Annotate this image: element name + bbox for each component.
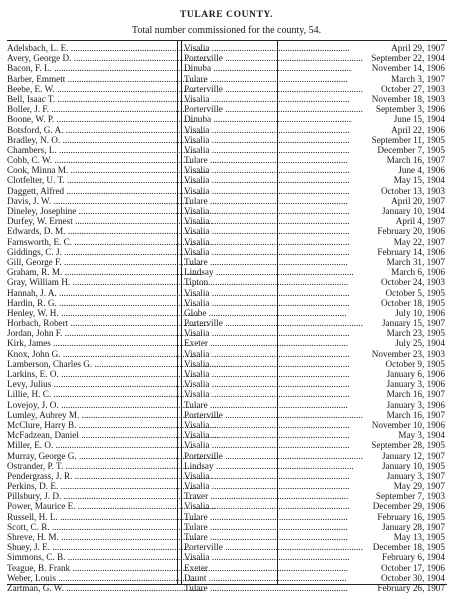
name-cell: Murray, George G. ............................................................: [7, 450, 217, 461]
name-cell: Boone, W. P. ............................................................: [7, 114, 195, 125]
town-cell: Visalia ............................................................: [184, 144, 350, 155]
table-row: [7, 226, 447, 236]
date-cell: December 18, 1905: [372, 542, 445, 553]
name-cell: Perkins, D. E. ............................................................: [7, 481, 199, 492]
date-cell: October 13, 1903: [380, 185, 445, 196]
table-row: [7, 532, 447, 542]
name-cell: Knox, John G. ............................................................: [7, 348, 201, 359]
town-cell: Tulare ............................................................: [184, 521, 348, 532]
town-cell: Exeter ............................................................: [184, 338, 349, 349]
date-cell: March 16, 1907: [386, 389, 445, 400]
date-cell: January 15, 1907: [381, 318, 445, 329]
date-cell: September 28, 1905: [371, 440, 445, 451]
date-cell: October 24, 1903: [380, 277, 445, 288]
name-cell: Avery, George D. ............................................................: [7, 53, 212, 64]
name-cell: Levy, Julius ............................................................: [7, 379, 192, 390]
name-cell: Bacon, F. L. ............................................................: [7, 63, 193, 74]
town-cell: Visalia ............................................................: [184, 501, 350, 512]
name-cell: Gray, William H. ............................................................: [7, 277, 211, 288]
date-cell: July 25, 1904: [395, 338, 445, 349]
table-row: [7, 379, 447, 389]
date-cell: September 11, 1905: [371, 134, 445, 145]
name-cell: Edwards, D. M. ............................................................: [7, 226, 206, 237]
town-cell: Visalia ............................................................: [184, 93, 350, 104]
name-cell: Horbach, Robert ............................................................: [7, 318, 209, 329]
table-row: [7, 563, 447, 573]
table-row: [7, 94, 447, 104]
name-cell: McFadzean, Daniel ............................................................: [7, 430, 220, 441]
name-cell: Pillsbury, J. D. ............................................................: [7, 491, 202, 502]
town-cell: Visalia ............................................................: [184, 440, 350, 451]
town-cell: Visalia ............................................................: [184, 43, 350, 53]
table-row: [7, 522, 447, 532]
table-row: [7, 542, 447, 552]
table-row: [7, 481, 447, 491]
table-row: [7, 328, 447, 338]
name-cell: Gill, George F. ............................................................: [7, 256, 202, 267]
table-row: [7, 501, 447, 511]
town-cell: Visalia ............................................................: [184, 328, 350, 339]
name-cell: Scott, C. R. ............................................................: [7, 521, 190, 532]
name-cell: Kirk, James ............................................................: [7, 338, 191, 349]
town-cell: Porterville ............................................................: [184, 542, 363, 553]
town-cell: Visalia ............................................................: [184, 297, 350, 308]
name-cell: Boller, J. F. ............................................................: [7, 104, 190, 115]
town-cell: Globe ............................................................: [184, 307, 347, 318]
name-cell: Hardin, R. G. ............................................................: [7, 297, 197, 308]
date-cell: January 6, 1906: [386, 369, 445, 379]
table-row: [7, 125, 447, 135]
table-row: [7, 369, 447, 379]
town-cell: Daunt ............................................................: [184, 572, 347, 583]
date-cell: April 29, 1907: [391, 43, 445, 53]
commission-table: [7, 40, 447, 593]
date-cell: November 14, 1906: [371, 63, 445, 74]
date-cell: October 5, 1905: [385, 287, 445, 298]
town-cell: Tulare ............................................................: [184, 256, 348, 267]
name-cell: Hannah, J. A. ............................................................: [7, 287, 197, 298]
town-cell: Visalia ............................................................: [184, 175, 350, 186]
table-row: [7, 583, 447, 593]
table-row: [7, 186, 447, 196]
date-cell: September 22, 1904: [371, 53, 445, 64]
town-cell: Porterville ............................................................: [184, 450, 363, 461]
table-row: [7, 349, 447, 359]
table-row: [7, 84, 447, 94]
name-cell: Power, Maurice E. ............................................................: [7, 501, 216, 512]
date-cell: June 4, 1906: [398, 165, 445, 176]
name-cell: Davis, J. W. ............................................................: [7, 195, 192, 206]
town-cell: Porterville ............................................................: [184, 83, 363, 94]
town-cell: Tulare ............................................................: [184, 532, 348, 542]
date-cell: May 15, 1904: [393, 175, 445, 186]
date-cell: January 12, 1907: [381, 450, 445, 461]
date-cell: October 9, 1905: [385, 358, 445, 369]
name-cell: Larkins, E. O. ............................................................: [7, 369, 199, 379]
table-row: [7, 63, 447, 73]
name-cell: Miller, E. O. ............................................................: [7, 440, 194, 451]
town-cell: Tipton ............................................................: [184, 277, 349, 288]
table-row: [7, 216, 447, 226]
date-cell: April 22, 1906: [391, 124, 445, 135]
name-cell: Dineley, Josephine ............................................................: [7, 206, 217, 216]
table-row: [7, 74, 447, 84]
table-row: [7, 308, 447, 318]
town-cell: Visalia ............................................................: [184, 216, 350, 227]
date-cell: May 13, 1905: [393, 532, 445, 542]
name-cell: Ostrander, P. T. ............................................................: [7, 460, 204, 471]
table-row: [7, 196, 447, 206]
town-cell: Porterville ............................................................: [184, 409, 363, 420]
table-row: [7, 461, 447, 471]
table-row: [7, 155, 447, 165]
town-cell: Porterville ............................................................: [184, 318, 363, 329]
name-cell: Giddings, C. J. ............................................................: [7, 246, 202, 257]
table-row: [7, 512, 447, 522]
name-cell: Weber, Louis ............................................................: [7, 572, 197, 583]
name-cell: Henley, W. H. ............................................................: [7, 307, 199, 318]
name-cell: Lumley, Aubrey M. ............................................................: [7, 409, 220, 420]
town-cell: Visalia ............................................................: [184, 552, 350, 563]
table-row: [7, 491, 447, 501]
table-row: [7, 175, 447, 185]
date-cell: October 27, 1903: [380, 83, 445, 94]
town-cell: Dinuba ............................................................: [184, 114, 352, 125]
town-cell: Traver ............................................................: [184, 491, 349, 502]
name-cell: Barber, Emmett ............................................................: [7, 73, 206, 84]
table-row: [7, 247, 447, 257]
town-cell: Visalia ............................................................: [184, 206, 350, 216]
table-rows: [7, 41, 447, 593]
table-row: [7, 420, 447, 430]
name-cell: Shuey, J. E. ............................................................: [7, 542, 191, 553]
table-row: [7, 135, 447, 145]
town-cell: Tulare ............................................................: [184, 399, 348, 410]
name-cell: Bell, Isaac T. ............................................................: [7, 93, 196, 104]
date-cell: January 3, 1906: [386, 399, 445, 410]
date-cell: March 6, 1906: [391, 267, 445, 278]
date-cell: November 23, 1903: [371, 348, 445, 359]
table-row: [7, 338, 447, 348]
date-cell: April 20, 1907: [391, 195, 445, 206]
table-row: [7, 359, 447, 369]
town-cell: Tulare ............................................................: [184, 73, 348, 84]
table-row: [7, 206, 447, 216]
date-cell: February 26, 1907: [377, 582, 445, 593]
town-cell: Tulare ............................................................: [184, 582, 348, 593]
name-cell: Cobb, C. W. ............................................................: [7, 155, 193, 166]
name-cell: Durfey, W. Ernest ............................................................: [7, 216, 213, 227]
name-cell: Jordan, John F. ............................................................: [7, 328, 203, 339]
date-cell: June 15, 1904: [393, 114, 445, 125]
date-cell: May 29, 1907: [393, 481, 445, 492]
date-cell: February 6, 1904: [381, 552, 445, 563]
town-cell: Visalia ............................................................: [184, 287, 350, 298]
table-row: [7, 400, 447, 410]
table-row: [7, 389, 447, 399]
date-cell: January 10, 1905: [381, 460, 445, 471]
town-cell: Visalia ............................................................: [184, 134, 350, 145]
name-cell: Lovejoy, J. O. ............................................................: [7, 399, 199, 410]
date-cell: April 4, 1907: [395, 216, 445, 227]
name-cell: Beebe, E. W. ............................................................: [7, 83, 195, 94]
name-cell: Chambers, L. ............................................................: [7, 144, 197, 155]
date-cell: February 20, 1906: [377, 226, 445, 237]
date-cell: January 3, 1906: [386, 379, 445, 390]
town-cell: Visalia ............................................................: [184, 348, 350, 359]
date-cell: March 16, 1907: [386, 155, 445, 166]
name-cell: Russell, H. L. ............................................................: [7, 511, 198, 522]
date-cell: March 23, 1905: [386, 328, 445, 339]
table-row: [7, 430, 447, 440]
table-row: [7, 288, 447, 298]
date-cell: October 18, 1905: [380, 297, 445, 308]
name-cell: Teague, B. Frank ............................................................: [7, 562, 211, 573]
town-cell: Dinuba ............................................................: [184, 63, 352, 74]
date-cell: October 30, 1904: [380, 572, 445, 583]
name-cell: Graham, R. M. ............................................................: [7, 267, 203, 278]
town-cell: Visalia ............................................................: [184, 470, 350, 481]
page-subtitle: Total number commissioned for the county, 54.: [131, 25, 322, 36]
name-cell: Adelsbach, L. E. ............................................................: [7, 43, 209, 53]
town-cell: Visalia ............................................................: [184, 379, 350, 390]
date-cell: October 17, 1906: [380, 562, 445, 573]
date-cell: January 3, 1907: [386, 470, 445, 481]
table-row: [7, 298, 447, 308]
table-row: [7, 410, 447, 420]
date-cell: July 10, 1906: [395, 307, 445, 318]
table-row: [7, 165, 447, 175]
table-row: [7, 451, 447, 461]
date-cell: May 22, 1907: [393, 236, 445, 247]
name-cell: Daggett, Alfred ............................................................: [7, 185, 205, 196]
town-cell: Visalia ............................................................: [184, 430, 350, 441]
town-cell: Lindsay ............................................................: [184, 267, 354, 278]
table-row: [7, 318, 447, 328]
table-row: [7, 145, 447, 155]
date-cell: January 10, 1904: [381, 206, 445, 216]
name-cell: Pendergrass, J. R. ............................................................: [7, 470, 213, 481]
table-row: [7, 552, 447, 562]
town-cell: Tulare ............................................................: [184, 511, 348, 522]
town-cell: Visalia ............................................................: [184, 185, 350, 196]
date-cell: March 3, 1907: [391, 73, 445, 84]
date-cell: September 7, 1903: [375, 491, 445, 502]
table-row: [7, 114, 447, 124]
page-title: TULARE COUNTY.: [179, 10, 274, 20]
town-cell: Visalia ............................................................: [184, 236, 350, 247]
date-cell: December 29, 1906: [372, 501, 445, 512]
table-row: [7, 471, 447, 481]
town-cell: Visalia ............................................................: [184, 419, 350, 430]
town-cell: Visalia ............................................................: [184, 481, 350, 492]
date-cell: November 10, 1906: [371, 419, 445, 430]
name-cell: Botsford, G. A. ............................................................: [7, 124, 204, 135]
town-cell: Visalia ............................................................: [184, 165, 350, 176]
date-cell: March 31, 1907: [386, 256, 445, 267]
date-cell: February 14, 1906: [377, 246, 445, 257]
date-cell: December 7, 1905: [377, 144, 445, 155]
town-cell: Visalia ............................................................: [184, 389, 350, 400]
table-row: [7, 573, 447, 583]
name-cell: Bradley, N. O. ............................................................: [7, 134, 201, 145]
town-cell: Porterville ............................................................: [184, 53, 363, 64]
table-row: [7, 43, 447, 53]
town-cell: Exeter ............................................................: [184, 562, 349, 573]
name-cell: McClure, Harry B. ............................................................: [7, 419, 217, 430]
town-cell: Lindsay ............................................................: [184, 460, 354, 471]
name-cell: Farnsworth, E. C. ............................................................: [7, 236, 213, 247]
name-cell: Cook, Minna M. ............................................................: [7, 165, 209, 176]
town-cell: Tulare ............................................................: [184, 155, 348, 166]
date-cell: January 28, 1907: [381, 521, 445, 532]
town-cell: Tulare ............................................................: [184, 195, 348, 206]
table-row: [7, 277, 447, 287]
town-cell: Visalia ............................................................: [184, 226, 350, 237]
town-cell: Porterville ............................................................: [184, 104, 363, 115]
date-cell: November 18, 1903: [371, 93, 445, 104]
table-row: [7, 257, 447, 267]
table-row: [7, 237, 447, 247]
name-cell: Clotfelter, U. T. ............................................................: [7, 175, 205, 186]
name-cell: Lamberson, Charles G. ............................................................: [7, 358, 233, 369]
date-cell: September 3, 1906: [375, 104, 445, 115]
date-cell: February 16, 1905: [377, 511, 445, 522]
town-cell: Visalia ............................................................: [184, 369, 350, 379]
name-cell: Shreve, H. M. ............................................................: [7, 532, 199, 542]
table-row: [7, 104, 447, 114]
table-row: [7, 267, 447, 277]
name-cell: Lillie, H. C. ............................................................: [7, 389, 192, 400]
name-cell: Simmons, C. B. ............................................................: [7, 552, 206, 563]
town-cell: Visalia ............................................................: [184, 358, 350, 369]
date-cell: May 3, 1904: [398, 430, 445, 441]
town-cell: Visalia ............................................................: [184, 246, 350, 257]
table-row: [7, 53, 447, 63]
date-cell: March 16, 1907: [386, 409, 445, 420]
town-cell: Visalia ............................................................: [184, 124, 350, 135]
table-row: [7, 440, 447, 450]
name-cell: Zartman, G. W. ............................................................: [7, 582, 205, 593]
